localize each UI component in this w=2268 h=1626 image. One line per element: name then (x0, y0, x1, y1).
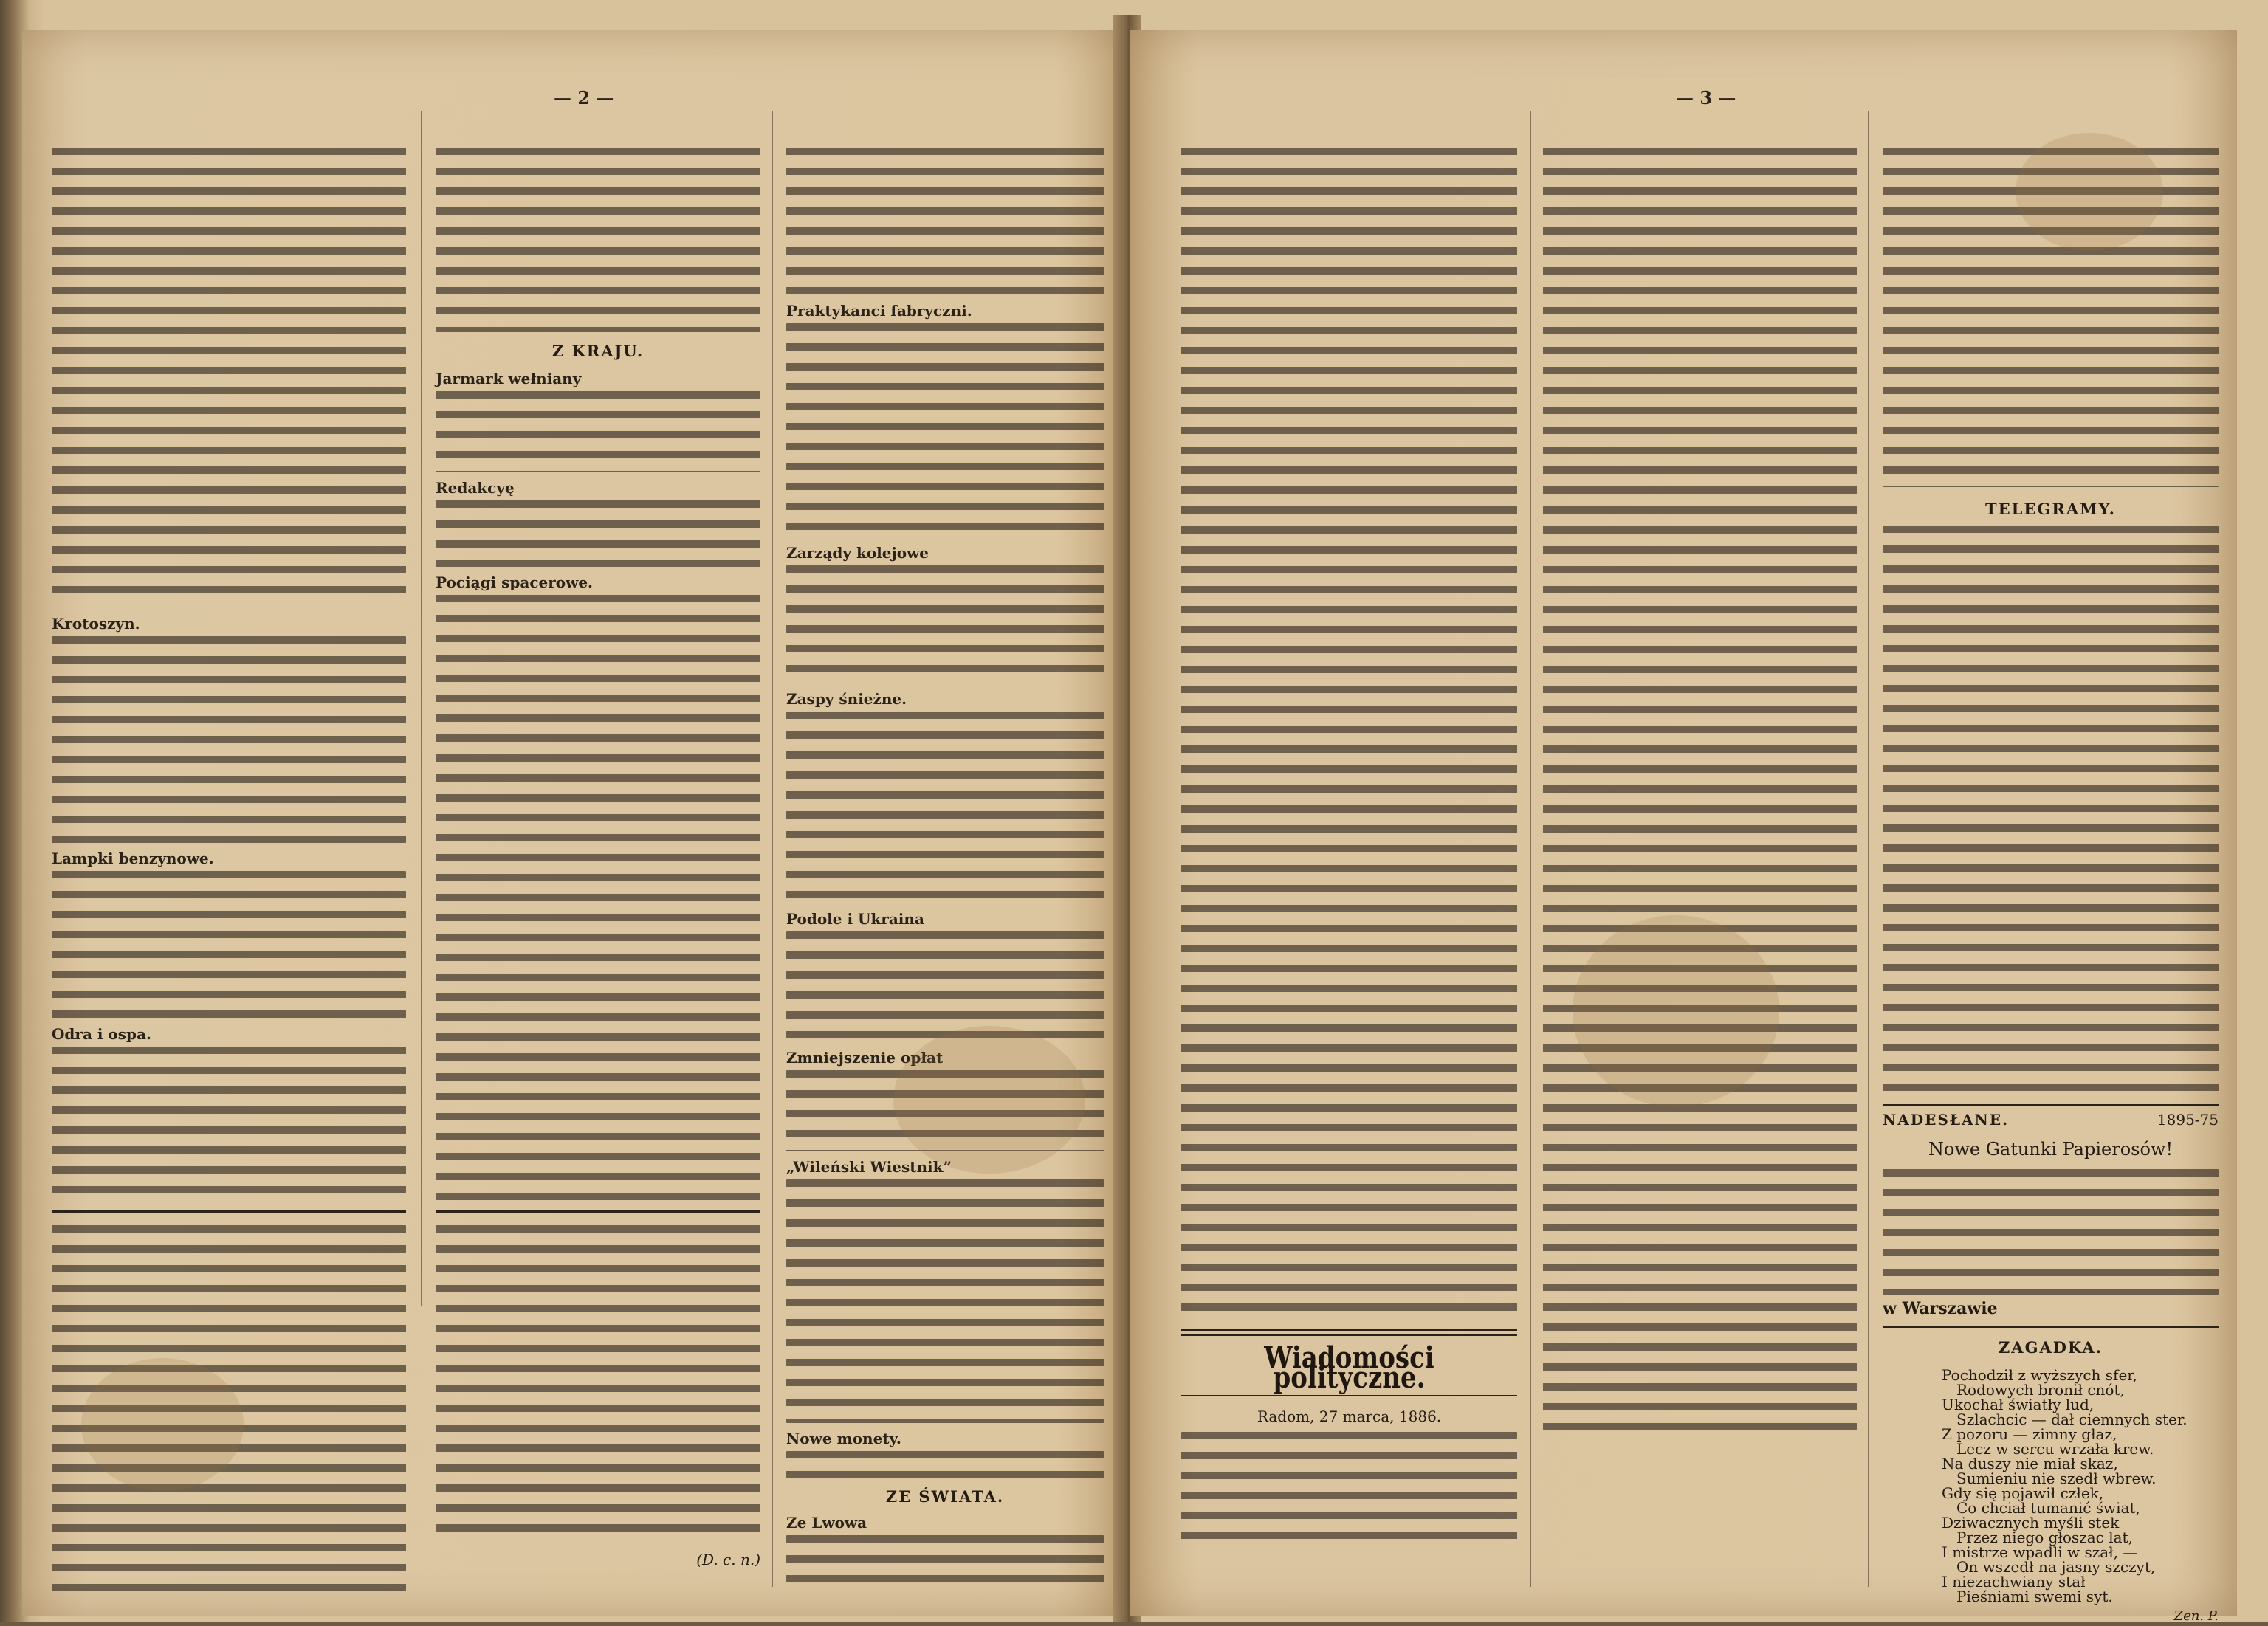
column-rule (1868, 111, 1869, 1587)
divider (1883, 1104, 2219, 1106)
poem-line: Szlachcic — dał ciemnych ster. (1956, 1410, 2188, 1428)
run-in-heading: Podole i Ukraina (786, 910, 924, 928)
poem-line: I niezachwiany stał (1942, 1573, 2086, 1591)
announcements-heading: NADESŁANE. (1883, 1111, 2010, 1129)
left-column-2 (436, 148, 760, 1594)
advert-title: Nowe Gatunki Papierosów! (1928, 1139, 2174, 1160)
poem-line: Co chciał tumanić świat, (1956, 1499, 2140, 1517)
divider (1883, 1326, 2219, 1328)
run-in-heading: Zmniejszenie opłat (786, 1049, 944, 1067)
telegrams-heading: TELEGRAMY. (1985, 500, 2116, 518)
section-heading: ZE ŚWIATA. (885, 1487, 1005, 1506)
divider (436, 1210, 760, 1213)
advert-location: w Warszawie (1883, 1299, 1998, 1318)
column-rule (1530, 111, 1531, 1587)
dateline: Radom, 27 marca, 1886. (1257, 1408, 1442, 1425)
run-in-heading: Lampki benzynowe. (52, 850, 214, 867)
page-number-right: — 3 — (1676, 87, 1736, 108)
paper-stain (2016, 133, 2163, 251)
poem-line: Przez niego głoszac lat, (1956, 1529, 2133, 1546)
poem-line: Z pozoru — zimny głaz, (1942, 1425, 2117, 1443)
poem-line: Ukochał światły lud, (1942, 1396, 2095, 1413)
divider (1181, 1334, 1517, 1336)
poem-signature: Zen. P. (2174, 1608, 2219, 1624)
run-in-heading: Zarządy kolejowe (786, 544, 929, 562)
poem-line: Pieśniami swemi syt. (1956, 1588, 2113, 1605)
paper-stain (893, 1026, 1085, 1174)
run-in-heading: Odra i ospa. (52, 1025, 151, 1043)
run-in-heading: „Wileński Wiestnik” (786, 1158, 952, 1176)
poem-line: Gdy się pojawił człek, (1942, 1484, 2104, 1502)
section-heading: Z KRAJU. (551, 342, 645, 360)
run-in-heading: Krotoszyn. (52, 615, 140, 633)
politics-headline: Wiadomości polityczne. (1264, 1340, 1434, 1395)
run-in-heading: Zaspy śnieżne. (786, 690, 907, 708)
page-number-left: — 2 — (554, 87, 614, 108)
divider (1181, 1395, 1517, 1396)
poem-line: Rodowych bronił cnót, (1956, 1381, 2125, 1399)
signature: (D. c. n.) (696, 1551, 760, 1568)
column-rule (421, 111, 422, 1306)
paper-stain (81, 1358, 244, 1491)
right-column-3 (1883, 148, 2219, 1624)
right-page (1130, 30, 2237, 1624)
right-column-2 (1543, 148, 1857, 1594)
poem-line: Na duszy nie miał skaz, (1942, 1455, 2118, 1472)
divider (1181, 1329, 1517, 1331)
run-in-heading: Jarmark wełniany (436, 370, 582, 387)
poem-line: Lecz w sercu wrzała krew. (1956, 1440, 2154, 1458)
poem-line: On wszedł na jasny szczyt, (1956, 1558, 2156, 1576)
poem-line: I mistrze wpadli w szał, — (1942, 1543, 2138, 1561)
run-in-heading: Ze Lwowa (786, 1514, 867, 1532)
riddle-heading: ZAGADKA. (1998, 1338, 2103, 1357)
left-column-3 (786, 148, 1104, 1594)
column-rule (772, 111, 773, 1587)
divider (52, 1210, 406, 1213)
poem-line: Dziwacznych myśli stek (1942, 1514, 2120, 1532)
run-in-heading: Pociągi spacerowe. (436, 573, 594, 591)
run-in-heading: Redakcyę (436, 479, 515, 497)
right-column-1 (1181, 148, 1517, 1594)
announcement-number: 1895-75 (2157, 1111, 2219, 1129)
run-in-heading: Nowe monety. (786, 1430, 901, 1447)
poem-line: Pochodził z wyższych sfer, (1942, 1366, 2137, 1384)
run-in-heading: Praktykanci fabryczni. (786, 302, 972, 320)
poem-line: Sumieniu nie szedł wbrew. (1956, 1470, 2157, 1487)
paper-stain (1573, 915, 1779, 1107)
left-page (22, 30, 1122, 1616)
